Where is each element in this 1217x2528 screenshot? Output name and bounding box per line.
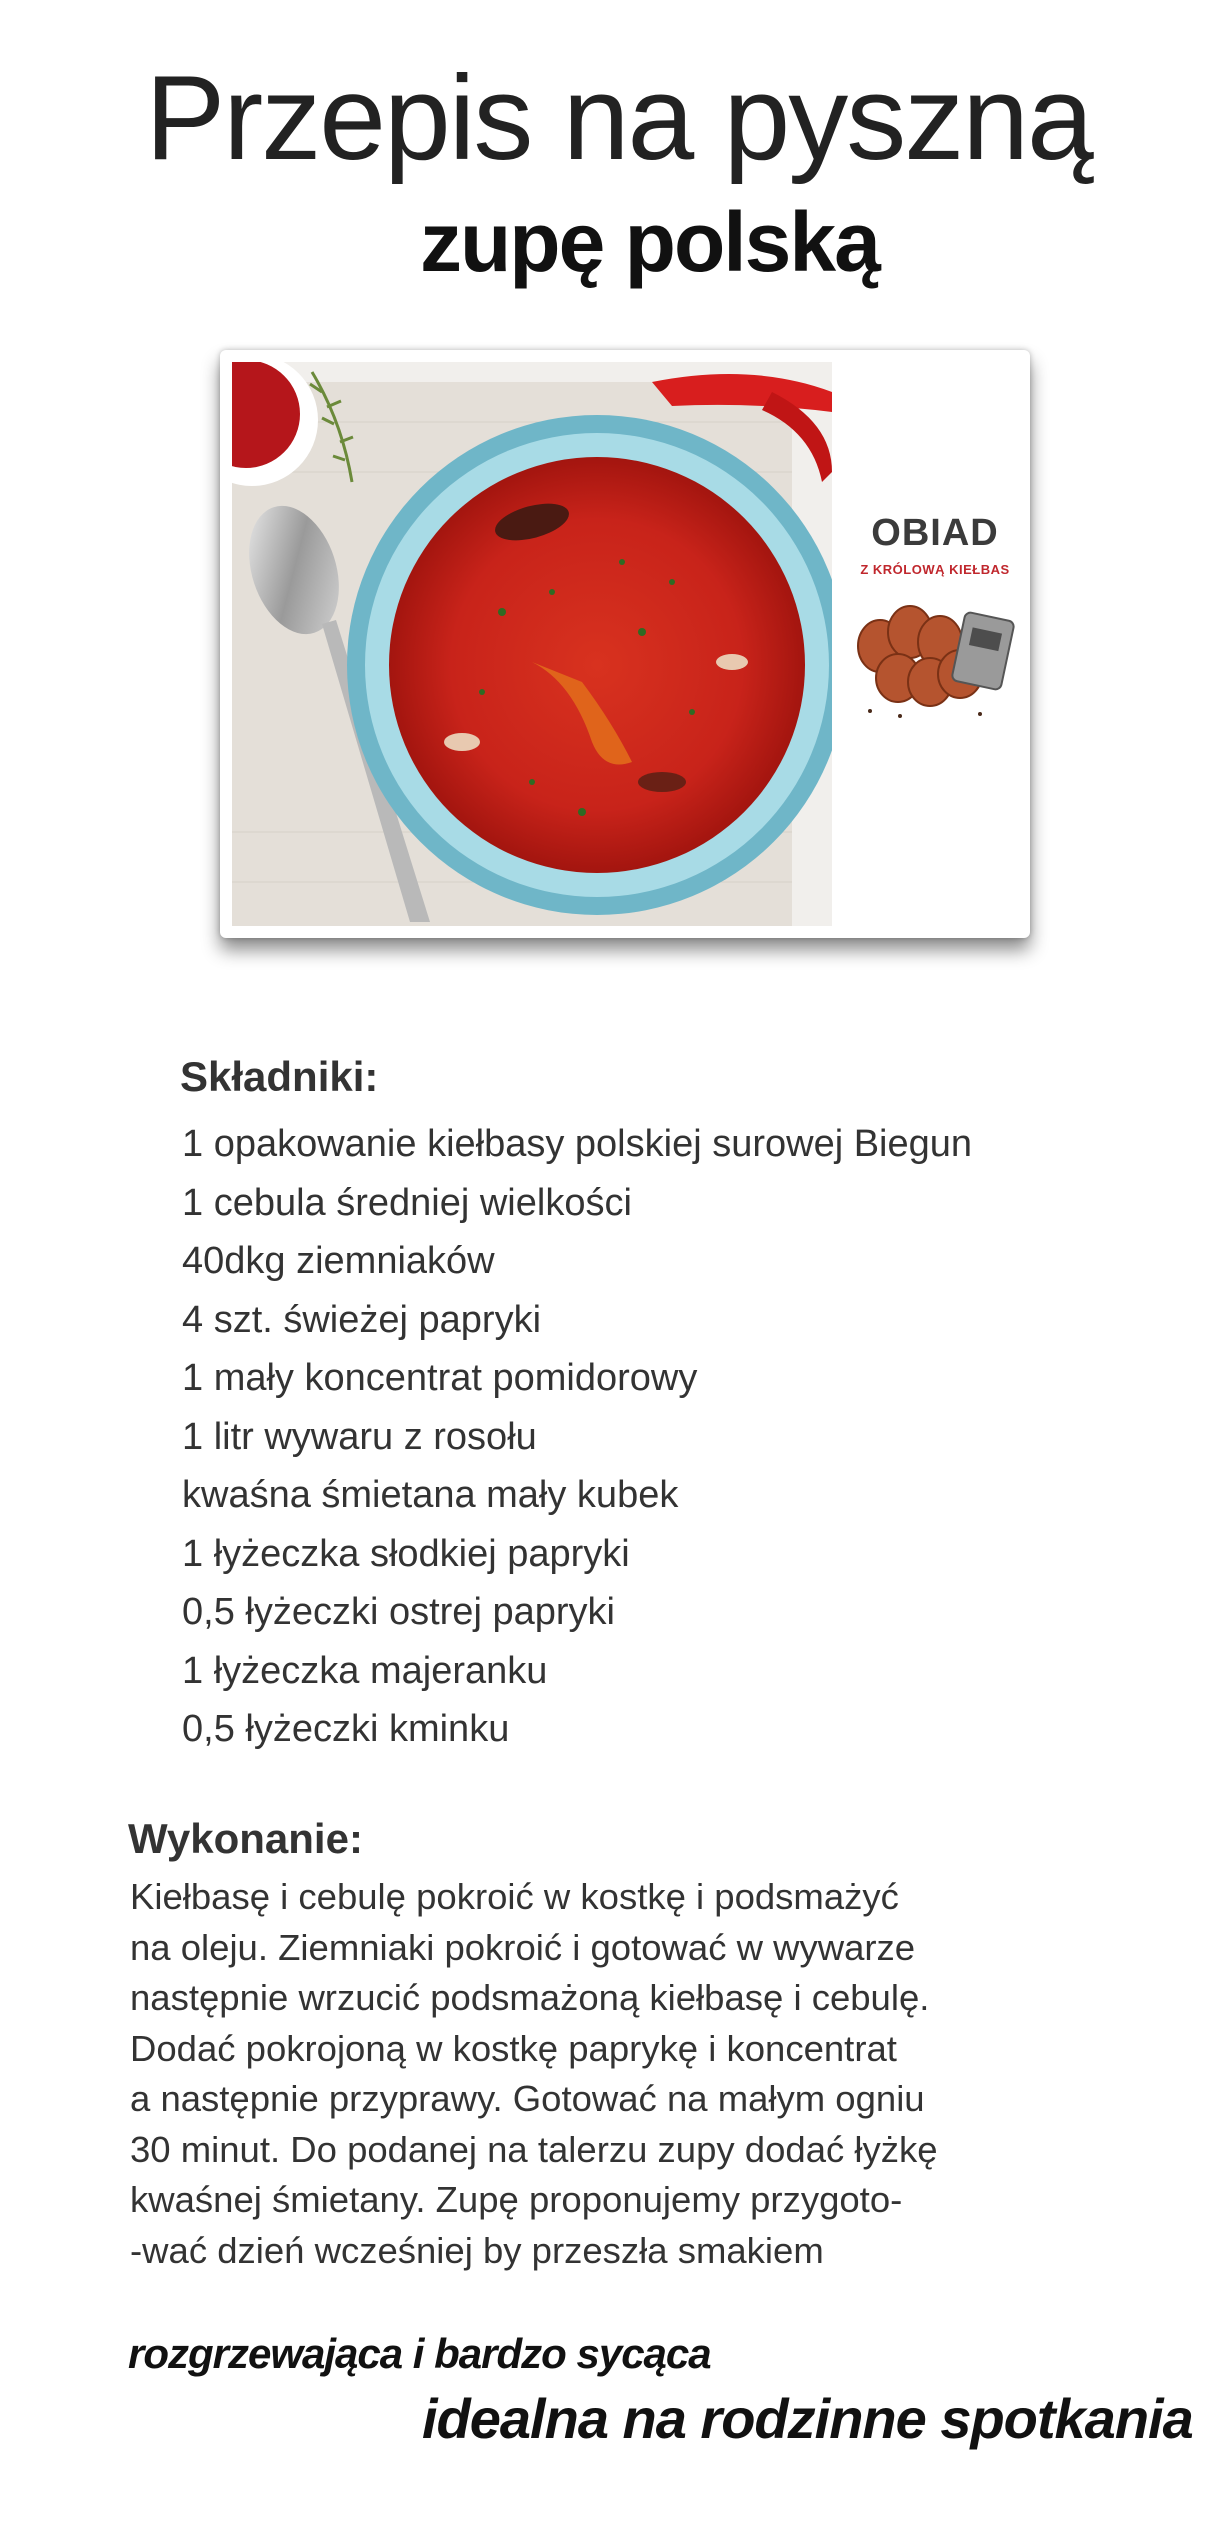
tagline-2: idealna na rodzinne spotkania (422, 2387, 1193, 2450)
method-heading: Wykonanie: (128, 1815, 363, 1862)
list-item: kwaśna śmietana mały kubek (182, 1474, 679, 1516)
method-line: na oleju. Ziemniaki pokroić i gotować w wywarze (130, 1926, 916, 1968)
method-text (130, 1872, 1090, 2276)
method-line: kwaśnej śmietany. Zupę proponujemy przygoto- (130, 2179, 903, 2220)
list-item: 0,5 łyżeczki kminku (182, 1708, 510, 1750)
list-item: 0,5 łyżeczki ostrej papryki (182, 1591, 615, 1633)
method-line: Dodać pokrojoną w kostkę paprykę i koncentrat (130, 2027, 897, 2069)
tagline-1: rozgrzewająca i bardzo sycąca (128, 2330, 711, 2377)
list-item: 1 opakowanie kiełbasy polskiej surowej Biegun (182, 1123, 973, 1165)
promo-title: OBIAD (871, 512, 999, 554)
page-title-line1: Przepis na pyszną (145, 51, 1092, 185)
list-item: 1 łyżeczka majeranku (182, 1649, 548, 1692)
promo-panel (840, 350, 1030, 938)
list-item: 4 szt. świeżej papryki (182, 1298, 542, 1341)
promo-subtitle: Z KRÓLOWĄ KIEŁBAS (860, 562, 1010, 577)
recipe-photo-card (220, 350, 1030, 938)
list-item: 1 łyżeczka słodkiej papryki (182, 1532, 630, 1575)
sausage-pack-image (840, 586, 1030, 726)
page-title-line2: zupę polską (420, 195, 879, 289)
list-item: 1 cebula średniej wielkości (182, 1181, 632, 1224)
ingredients-heading: Składniki: (180, 1053, 379, 1100)
soup-photo (232, 362, 832, 926)
method-line: a następnie przyprawy. Gotować na małym ogniu (130, 2078, 925, 2119)
method-line: następnie wrzucić podsmażoną kiełbasę i cebulę. (130, 1977, 930, 2018)
list-item: 1 mały koncentrat pomidorowy (182, 1357, 698, 1399)
list-item: 40dkg ziemniaków (182, 1240, 495, 1282)
method-line: 30 minut. Do podanej na talerzu zupy dodać łyżkę (130, 2128, 938, 2170)
method-line: -wać dzień wcześniej by przeszła smakiem (130, 2229, 824, 2271)
ingredients-list (182, 1115, 972, 1759)
list-item: 1 litr wywaru z rosołu (182, 1415, 537, 1458)
method-line: Kiełbasę i cebulę pokroić w kostkę i podsmażyć (130, 1876, 899, 1917)
